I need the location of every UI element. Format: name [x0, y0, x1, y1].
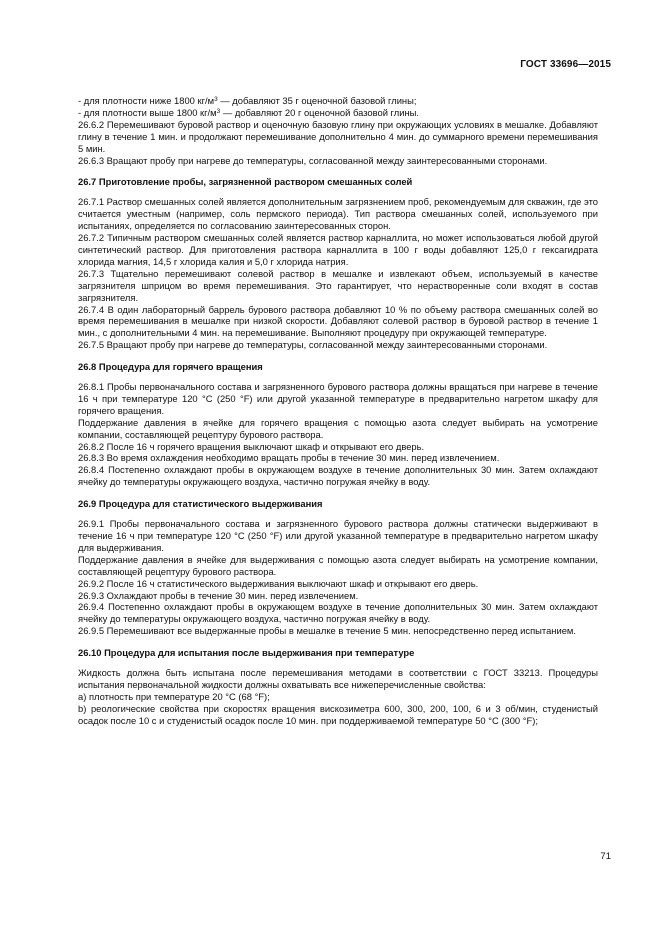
paragraph-text: - для плотности выше 1800 кг/м: [78, 106, 217, 118]
paragraph: [78, 155, 598, 167]
paragraph: [78, 578, 598, 590]
paragraph: [78, 304, 598, 340]
paragraph: [78, 95, 598, 107]
paragraph: [78, 232, 598, 268]
paragraph: [78, 601, 598, 625]
paragraph: [78, 441, 598, 453]
heading-text: 26.9 Процедура для статистического выдерживания: [78, 498, 323, 510]
paragraph: [78, 691, 598, 703]
paragraph-text: 26.8.2 После 16 ч горячего вращения выключают шкаф и открывают его дверь.: [78, 440, 425, 452]
paragraph-text-rest: — добавляют 35 г оценочной базовой глины;: [217, 95, 417, 106]
heading-text: 26.8 Процедура для горячего вращения: [78, 361, 263, 373]
section-heading: [78, 176, 598, 188]
paragraph: [78, 268, 598, 304]
paragraph-text: 26.7.3 Тщательно перемешивают солевой раствор в мешалке и извлекают объем, используемый в качестве загрязнителя шприцом во время перемешивания. Это гарантирует, что нерастворенные соли входят в состав загрязнителя.: [78, 267, 598, 303]
superscript: 3: [214, 96, 218, 103]
paragraph: [78, 464, 598, 488]
paragraph-text: 26.8.1 Пробы первоначального состава и загрязненного бурового раствора должны вращаться при нагреве в течение 16 ч при температуре 120 °С (250 °F) или другой указанной температуре в предварительно нагретом шкафу для горячего вращения.: [78, 381, 598, 416]
paragraph: [78, 339, 598, 351]
heading-text: 26.7 Приготовление пробы, загрязненной раствором смешанных солей: [78, 176, 413, 188]
paragraph-text: 26.8.4 Постепенно охлаждают пробы в окружающем воздухе в течение дополнительных 30 мин. Затем охлаждают ячейку до температуры окружающего воздуха, частично погружая ячейку в воду.: [78, 464, 598, 488]
paragraph-text: 26.7.2 Типичным раствором смешанных солей является раствор карналлита, но может использоваться любой другой синтетический раствор. Для приготовления раствора карналлита в 100 г воды добавляют 125,0 г гексагидрата хлорида магния, 14,5 г хлорида калия и 5,0 г хлорида натрия.: [78, 232, 598, 267]
paragraph: [78, 554, 598, 578]
paragraph: [78, 452, 598, 464]
heading-text: 26.10 Процедура для испытания после выдерживания при температуре: [78, 647, 415, 659]
paragraph-text: Жидкость должна быть испытана после перемешивания методами в соответствии с ГОСТ 33213. Процедуры испытания первоначальной жидкости должны охватывать все нижеперечисленные свойства:: [78, 667, 598, 690]
paragraph-text: а) плотность при температуре 20 °С (68 °F);: [78, 690, 270, 702]
standard-header: ГОСТ 33696—2015: [520, 59, 611, 70]
paragraph: [78, 703, 598, 727]
paragraph: [78, 625, 598, 637]
paragraph-text: 26.7.4 В один лабораторный баррель бурового раствора добавляют 10 % по объему раствора смешанных солей во время перемешивания в мешалке при низкой скорости. Добавляют солевой раствор в буровой раствор в течение 1 мин., с дополнительными 4 мин. на перемешивание. Выполняют процедуру при окружающей температуре.: [78, 303, 598, 339]
document-body: [78, 95, 598, 727]
paragraph-text: 26.6.3 Вращают пробу при нагреве до температуры, согласованной между заинтересованными сторонами.: [78, 154, 548, 166]
paragraph-text: 26.9.5 Перемешивают все выдержанные пробы в мешалке в течение 5 мин. непосредственно перед испытанием.: [78, 625, 576, 637]
paragraph: [78, 381, 598, 417]
paragraph: [78, 590, 598, 602]
paragraph-text: 26.7.5 Вращают пробу при нагреве до температуры, согласованной между заинтересованными сторонами.: [78, 339, 548, 351]
paragraph: [78, 196, 598, 232]
paragraph: [78, 518, 598, 554]
paragraph-text: - для плотности ниже 1800 кг/м: [78, 95, 215, 106]
paragraph-text: b) реологические свойства при скоростях вращения вискозиметра 600, 300, 200, 100, 6 и 3 об/мин, студенистый осадок после 10 с и студенистый осадок после 10 мин. при поддерживаемой температуре 50 °С (300 °F);: [78, 702, 598, 726]
paragraph-text: 26.6.2 Перемешивают буровой раствор и оценочную базовую глину при окружающих условиях в мешалке. Добавляют глину в течение 1 мин. и продолжают перемешивание дополнительно 4 мин. до суммарного времени перемешивания 5 мин.: [78, 118, 598, 154]
paragraph: [78, 667, 598, 691]
paragraph-text-rest: — добавляют 20 г оценочной базовой глины.: [220, 106, 419, 118]
paragraph: [78, 119, 598, 155]
paragraph-text: Поддержание давления в ячейке для выдерживания с помощью азота следует выбирать на усмотрение компании, составляющей рецептуру бурового раствора.: [78, 553, 598, 577]
paragraph-text: 26.7.1 Раствор смешанных солей является дополнительным загрязнением проб, рекомендуемым для скважин, где это считается уместным (например, соль пермского периода). Тип раствора смешанных солей, используемого при испытаниях, определяется по согласованию заинтересованных сторон.: [78, 196, 598, 232]
superscript: 3: [216, 107, 221, 115]
page-number: 71: [600, 851, 611, 862]
paragraph-text: 26.9.3 Охлаждают пробы в течение 30 мин. перед извлечением.: [78, 589, 359, 601]
section-heading: [78, 361, 598, 373]
paragraph-text: 26.9.2 После 16 ч статистического выдерживания выключают шкаф и открывают его дверь.: [78, 577, 479, 589]
paragraph: [78, 107, 598, 119]
paragraph-text: 26.9.1 Пробы первоначального состава и загрязненного бурового раствора должны статически выдерживают в течение 16 ч при температуре 120 °С (250 °F) или другой указанной температуре в предварительно нагретом шкафу для выдерживания.: [78, 518, 598, 553]
paragraph-text: 26.9.4 Постепенно охлаждают пробы в окружающем воздухе в течение дополнительных 30 мин. Затем охлаждают ячейку до температуры окружающего воздуха, частично погружая ячейку в воду.: [78, 601, 598, 625]
paragraph-text: Поддержание давления в ячейке для горячего вращения с помощью азота следует выбирать на усмотрение компании, составляющей рецептуру бурового раствора.: [78, 416, 598, 440]
section-heading: [78, 647, 598, 659]
paragraph: [78, 417, 598, 441]
section-heading: [78, 498, 598, 510]
paragraph-text: 26.8.3 Во время охлаждения необходимо вращать пробы в течение 30 мин. перед извлечением.: [78, 452, 500, 464]
